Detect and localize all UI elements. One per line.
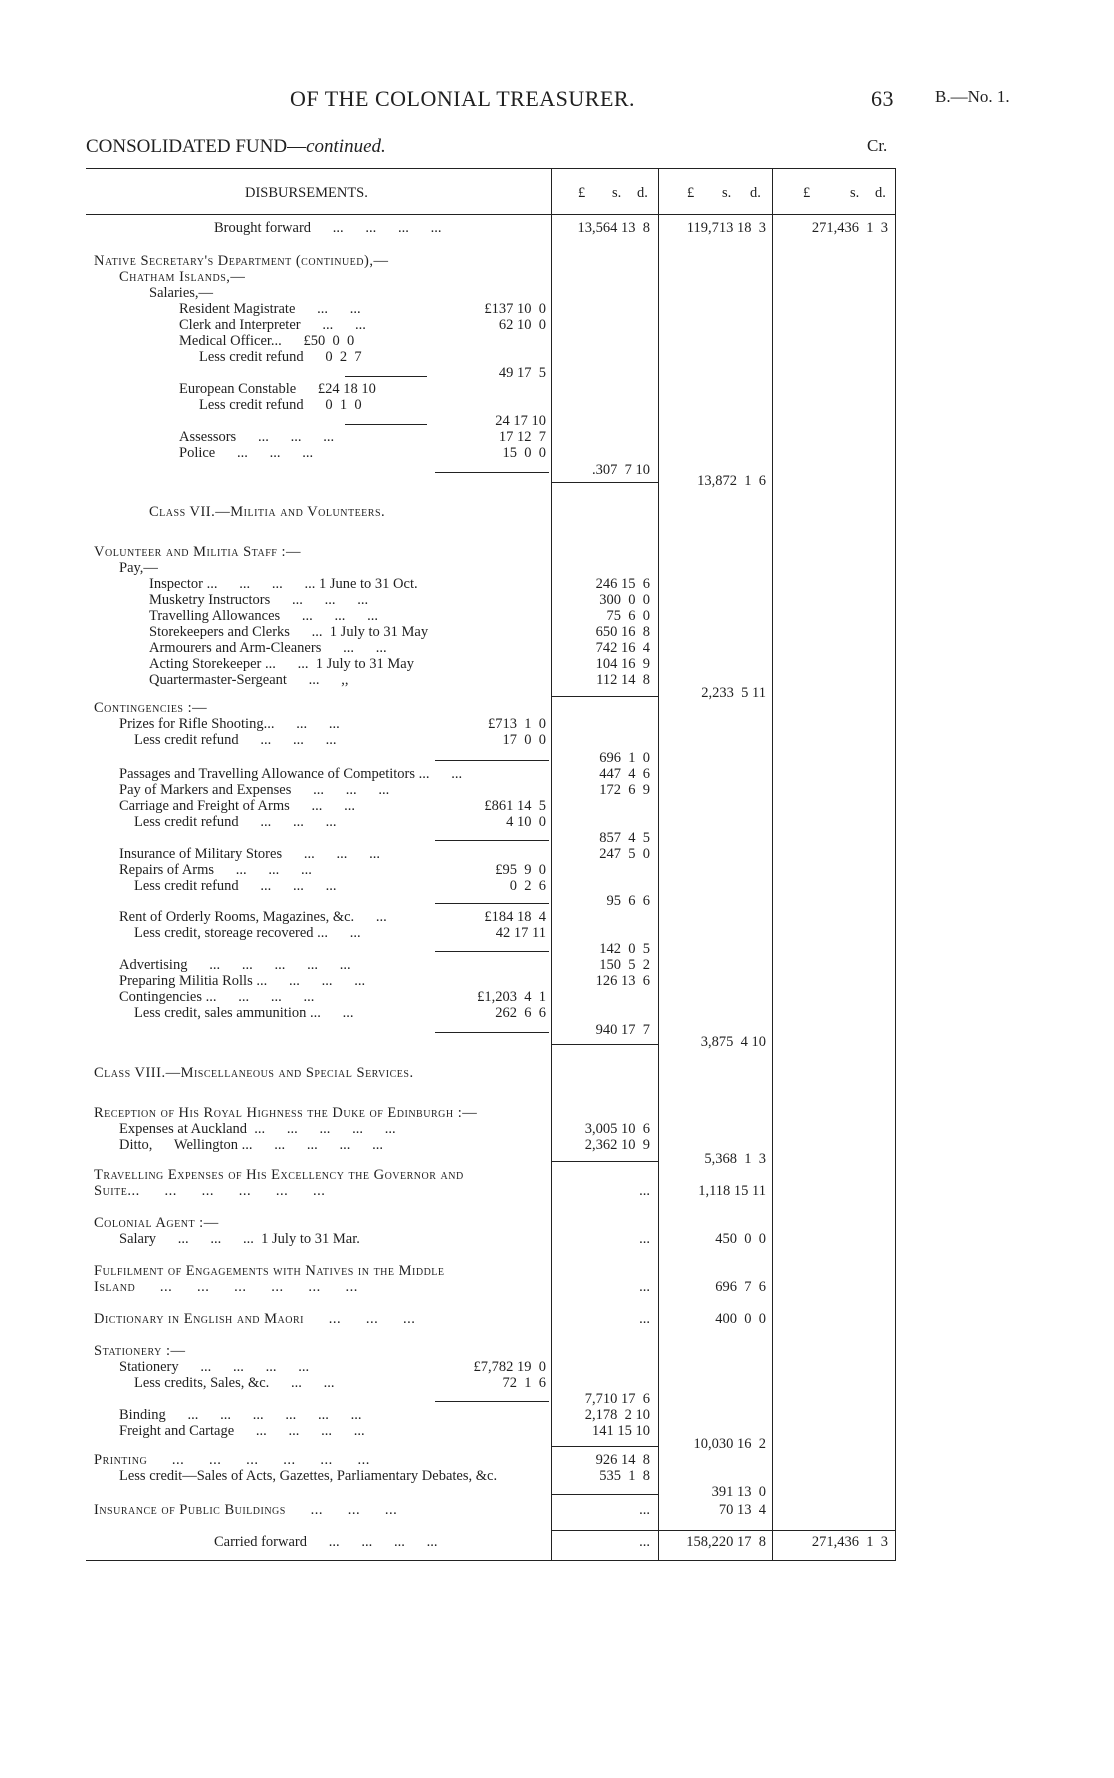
amount-column-2: 391 13 0 [711, 1484, 766, 1500]
row-description: Less credit refund 0 1 0 [199, 397, 362, 413]
row-description: Stationery ... ... ... ... [119, 1359, 310, 1375]
amount-column-1: 300 0 0 [599, 592, 650, 608]
section-continued: continued. [306, 136, 386, 157]
inner-amount: 4 10 0 [506, 814, 546, 830]
page-number: 63 [871, 86, 894, 111]
row-description: Less credit refund 0 2 7 [199, 349, 362, 365]
inner-amount: 15 0 0 [502, 445, 546, 461]
col1-pence: d. [637, 185, 648, 201]
inner-amount: £184 18 4 [484, 909, 546, 925]
row-description: Chatham Islands,— [119, 269, 246, 285]
amount-column-1: 535 1 8 [599, 1468, 650, 1484]
amount-column-2: 696 7 6 [715, 1279, 766, 1295]
amount-column-1: 2,362 10 9 [584, 1137, 650, 1153]
amount-column-2: 70 13 4 [718, 1502, 766, 1518]
row-description: Class VII.—Militia and Volunteers. [149, 504, 386, 520]
row-description: Repairs of Arms ... ... ... [119, 862, 312, 878]
row-description: Rent of Orderly Rooms, Magazines, &c. ... [119, 909, 387, 925]
amount-column-1: 246 15 6 [595, 576, 650, 592]
amount-column-1: 104 16 9 [595, 656, 650, 672]
row-description: Colonial Agent :— [94, 1215, 219, 1231]
row-description: Fulfilment of Engagements with Natives in the Middle [94, 1263, 445, 1279]
row-description: Printing ... ... ... ... ... ... [94, 1452, 370, 1468]
row-description: Less credit—Sales of Acts, Gazettes, Parliamentary Debates, &c. [119, 1468, 498, 1484]
row-description: Island ... ... ... ... ... ... [94, 1279, 358, 1295]
row-description: Salaries,— [149, 285, 214, 301]
subtotal-rule [551, 696, 658, 697]
column-title: DISBURSEMENTS. [245, 185, 368, 201]
inner-amount: 24 17 10 [495, 413, 546, 429]
amount-column-1: 75 6 0 [606, 608, 650, 624]
amount-column-1: ... [639, 1311, 650, 1327]
inner-amount: £861 14 5 [484, 798, 546, 814]
subtotal-rule [435, 1401, 549, 1402]
amount-column-1: ... [639, 1231, 650, 1247]
amount-column-2: 158,220 17 8 [686, 1534, 766, 1550]
inner-amount: 42 17 11 [495, 925, 546, 941]
subtotal-rule [345, 424, 427, 425]
row-description: Passages and Travelling Allowance of Competitors ... ... [119, 766, 463, 782]
row-description: Native Secretary's Department (continued),— [94, 253, 389, 269]
subtotal-rule [435, 903, 549, 904]
col3-pounds: £ [803, 185, 811, 201]
amount-column-1: 696 1 0 [599, 750, 650, 766]
col3-shillings: s. [850, 185, 860, 201]
row-description: Brought forward ... ... ... ... [214, 220, 442, 236]
subtotal-rule [551, 1161, 658, 1162]
column-divider-3 [772, 168, 773, 1560]
inner-amount: £1,203 4 1 [477, 989, 546, 1005]
col2-pounds: £ [687, 185, 695, 201]
col2-pence: d. [750, 185, 761, 201]
credit-side-label: Cr. [867, 136, 888, 155]
inner-amount: 262 6 6 [495, 1005, 546, 1021]
amount-column-2: 2,233 5 11 [701, 685, 766, 701]
col1-pounds: £ [578, 185, 586, 201]
amount-column-1: ... [639, 1502, 650, 1518]
amount-column-1: 940 17 7 [595, 1022, 650, 1038]
subtotal-rule [435, 840, 549, 841]
amount-column-1: 650 16 8 [595, 624, 650, 640]
row-description: Storekeepers and Clerks ... 1 July to 31 May [149, 624, 429, 640]
column-divider-1 [551, 168, 552, 1560]
row-description: Insurance of Public Buildings ... ... ... [94, 1502, 398, 1518]
col2-shillings: s. [722, 185, 732, 201]
table-top-rule [86, 168, 896, 169]
amount-column-1: 2,178 2 10 [584, 1407, 650, 1423]
amount-column-1: 172 6 9 [599, 782, 650, 798]
inner-amount: £713 1 0 [488, 716, 546, 732]
section-title [86, 136, 386, 158]
inner-amount: 62 10 0 [498, 317, 546, 333]
row-description: Contingencies ... ... ... ... [119, 989, 315, 1005]
amount-column-1: 447 4 6 [599, 766, 650, 782]
row-description: Less credit, sales ammunition ... ... [134, 1005, 354, 1021]
amount-column-2: 1,118 15 11 [698, 1183, 766, 1199]
column-divider-right [895, 168, 896, 1560]
row-description: Clerk and Interpreter ... ... [179, 317, 366, 333]
row-description: Travelling Expenses of His Excellency the Governor and [94, 1167, 464, 1183]
inner-amount: £95 9 0 [495, 862, 546, 878]
row-description: Less credits, Sales, &c. ... ... [134, 1375, 335, 1391]
inner-amount: 17 12 7 [498, 429, 546, 445]
row-description: Suite... ... ... ... ... ... [94, 1183, 326, 1199]
subtotal-rule [435, 472, 549, 473]
row-description: Insurance of Military Stores ... ... ... [119, 846, 380, 862]
row-description: Less credit refund ... ... ... [134, 732, 337, 748]
subtotal-rule [435, 1032, 549, 1033]
inner-amount: £137 10 0 [484, 301, 546, 317]
subtotal-rule [345, 376, 427, 377]
col1-shillings: s. [612, 185, 622, 201]
amount-column-1: 857 4 5 [599, 830, 650, 846]
header-bottom-rule [86, 214, 896, 215]
inner-amount: £7,782 19 0 [473, 1359, 546, 1375]
amount-column-2: 400 0 0 [715, 1311, 766, 1327]
row-description: Stationery :— [94, 1343, 186, 1359]
inner-amount: 49 17 5 [498, 365, 546, 381]
subtotal-rule [551, 1446, 658, 1447]
row-description: Medical Officer... £50 0 0 [179, 333, 355, 349]
subtotal-rule [435, 760, 549, 761]
amount-column-1: ... [639, 1534, 650, 1550]
amount-column-1: 7,710 17 6 [584, 1391, 650, 1407]
amount-column-1: 126 13 6 [595, 973, 650, 989]
row-description: Advertising ... ... ... ... ... [119, 957, 351, 973]
row-description: Inspector ... ... ... ... 1 June to 31 Oct. [149, 576, 418, 592]
row-description: Preparing Militia Rolls ... ... ... ... [119, 973, 366, 989]
subtotal-rule [435, 951, 549, 952]
amount-column-3: 271,436 1 3 [811, 1534, 888, 1550]
row-description: Expenses at Auckland ... ... ... ... ... [119, 1121, 396, 1137]
row-description: Assessors ... ... ... [179, 429, 335, 445]
amount-column-2: 3,875 4 10 [700, 1034, 766, 1050]
row-description: Ditto, Wellington ... ... ... ... ... [119, 1137, 383, 1153]
row-description: Carried forward ... ... ... ... [214, 1534, 438, 1550]
row-description: Acting Storekeeper ... ... 1 July to 31 May [149, 656, 414, 672]
amount-column-1: 13,564 13 8 [577, 220, 650, 236]
row-description: Pay of Markers and Expenses ... ... ... [119, 782, 390, 798]
row-description: Carriage and Freight of Arms ... ... [119, 798, 355, 814]
amount-column-2: 13,872 1 6 [697, 473, 766, 489]
row-description: Class VIII.—Miscellaneous and Special Services. [94, 1065, 414, 1081]
column-divider-2 [658, 168, 659, 1560]
amount-column-1: 142 0 5 [599, 941, 650, 957]
table-bottom-rule [86, 1560, 896, 1561]
amount-column-1: 141 15 10 [592, 1423, 650, 1439]
row-description: Volunteer and Militia Staff :— [94, 544, 301, 560]
subtotal-rule [551, 1044, 658, 1045]
row-description: Less credit refund ... ... ... [134, 878, 337, 894]
inner-amount: 72 1 6 [502, 1375, 546, 1391]
subtotal-rule [551, 1494, 658, 1495]
amount-column-1: ... [639, 1279, 650, 1295]
row-description: Contingencies :— [94, 700, 208, 716]
amount-column-3: 271,436 1 3 [811, 220, 888, 236]
amount-column-2: 119,713 18 3 [686, 220, 766, 236]
document-reference: B.—No. 1. [935, 87, 1010, 106]
row-description: Pay,— [119, 560, 158, 576]
row-description: Reception of His Royal Highness the Duke of Edinburgh :— [94, 1105, 478, 1121]
col3-pence: d. [875, 185, 886, 201]
inner-amount: 17 0 0 [502, 732, 546, 748]
row-description: Less credit refund ... ... ... [134, 814, 337, 830]
amount-column-1: 112 14 8 [596, 672, 650, 688]
row-description: Armourers and Arm-Cleaners ... ... [149, 640, 387, 656]
amount-column-2: 450 0 0 [715, 1231, 766, 1247]
amount-column-1: 3,005 10 6 [584, 1121, 650, 1137]
section-name: CONSOLIDATED FUND— [86, 136, 307, 157]
row-description: Binding ... ... ... ... ... ... [119, 1407, 362, 1423]
amount-column-1: 150 5 2 [599, 957, 650, 973]
row-description: Salary ... ... ... 1 July to 31 Mar. [119, 1231, 360, 1247]
amount-column-2: 10,030 16 2 [693, 1436, 766, 1452]
row-description: Dictionary in English and Maori ... ... ... [94, 1311, 416, 1327]
amount-column-1: .307 7 10 [592, 462, 650, 478]
row-description: European Constable £24 18 10 [179, 381, 376, 397]
row-description: Musketry Instructors ... ... ... [149, 592, 369, 608]
amount-column-1: 926 14 8 [595, 1452, 650, 1468]
amount-column-1: 95 6 6 [606, 893, 650, 909]
row-description: Freight and Cartage ... ... ... ... [119, 1423, 365, 1439]
amount-column-2: 5,368 1 3 [704, 1151, 766, 1167]
amount-column-1: 742 16 4 [595, 640, 650, 656]
row-description: Quartermaster-Sergeant ... ,, [149, 672, 349, 688]
amount-column-1: 247 5 0 [599, 846, 650, 862]
page-title: OF THE COLONIAL TREASURER. [290, 86, 636, 111]
row-description: Travelling Allowances ... ... ... [149, 608, 379, 624]
row-description: Less credit, storeage recovered ... ... [134, 925, 361, 941]
carried-forward-rule [551, 1530, 895, 1531]
row-description: Police ... ... ... [179, 445, 314, 461]
row-description: Prizes for Rifle Shooting... ... ... [119, 716, 340, 732]
row-description: Resident Magistrate ... ... [179, 301, 361, 317]
inner-amount: 0 2 6 [509, 878, 546, 894]
amount-column-1: ... [639, 1183, 650, 1199]
subtotal-rule [551, 482, 658, 483]
